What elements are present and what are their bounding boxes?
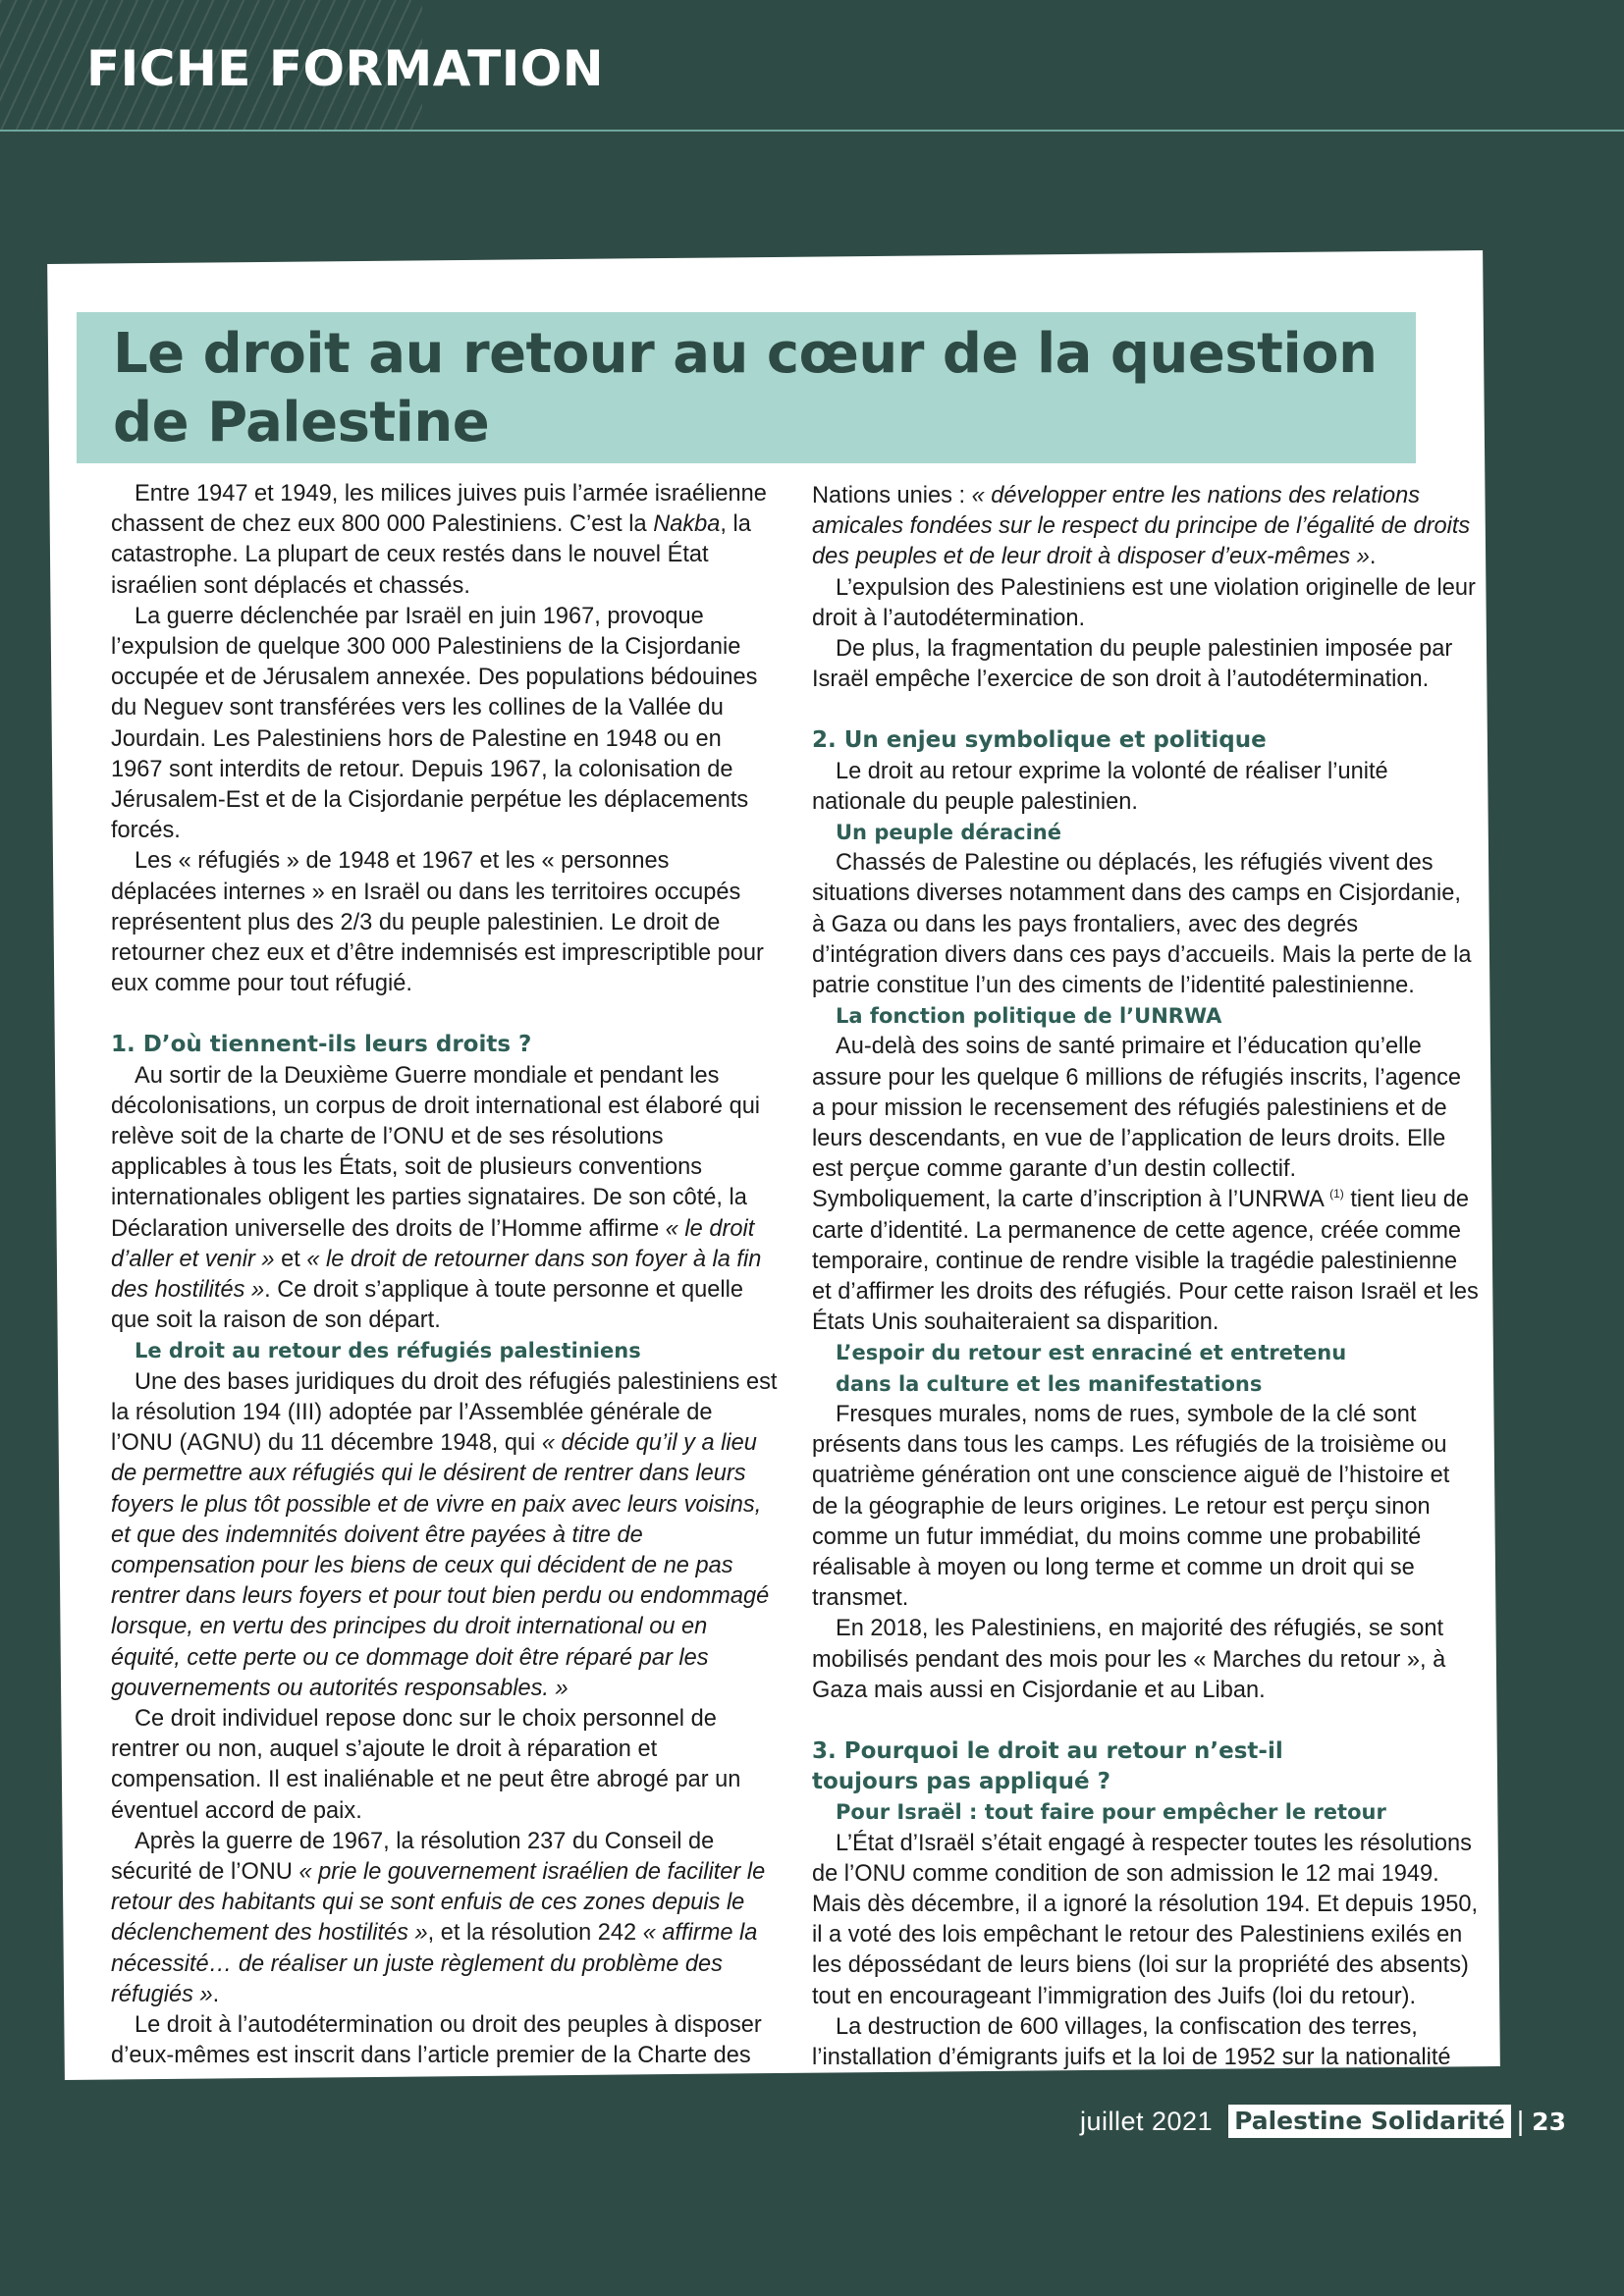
footer-separator: |	[1516, 2106, 1525, 2136]
issue-date: juillet 2021	[1080, 2106, 1214, 2136]
body-paragraph: De plus, la fragmentation du peuple palestinien imposée par Israël empêche l’exercice de son droit à l’autodétermination.	[812, 636, 1453, 693]
body-paragraph: L’expulsion des Palestiniens est une violation originelle de leur droit à l’autodétermination.	[812, 574, 1476, 631]
subsection-heading: L’espoir du retour est enraciné et entretenu dans la culture et les manifestations	[836, 1341, 1347, 1396]
body-paragraph: Au sortir de la Deuxième Guerre mondiale et pendant les décolonisations, un corpus de droit international est élaboré qui relève soit de la charte de l’ONU et de ses résolutions applicables à tous les États, soit de plusieurs conventions internationales obligent les parties signataires. De son côté, la Déclaration universelle des droits de l’Homme affirme « le droit d’aller et venir » et « le droit de retourner dans son foyer à la fin des hostilités ». Ce droit s’applique à toute personne et quelle que soit la raison de son départ.	[111, 1062, 762, 1334]
body-paragraph: Les « réfugiés » de 1948 et 1967 et les « personnes déplacées internes » en Israël ou dans les territoires occupés représentent plus des 2/3 du peuple palestinien. Le droit de retourner chez eux et d’être indemnisés est imprescriptible pour eux comme pour tout réfugié.	[111, 848, 764, 997]
article-column-right	[812, 481, 1480, 2073]
paragraph-spacer	[111, 999, 779, 1030]
subsection-heading: Pour Israël : tout faire pour empêcher le retour	[836, 1800, 1386, 1825]
paragraph-spacer	[812, 695, 1480, 725]
body-paragraph: Au-delà des soins de santé primaire et l’éducation qu’elle assure pour les quelque 6 millions de réfugiés inscrits, l’agence a pour mission le recensement des réfugiés palestiniens et de leurs descendants, en vue de l’application de leurs droits. Elle est perçue comme garante d’un destin collectif. Symboliquement, la carte d’inscription à l’UNRWA $^{(1)}$ tient lieu de carte d’identité. La permanence de cette agence, créée comme temporaire, continue de rendre visible la tragédie palestinienne et d’affirmer les droits des réfugiés. Pour cette raison Israël et les États Unis souhaiteraient sa disparition.	[812, 1034, 1479, 1336]
section-heading: 1. D’où tiennent-ils leurs droits ?	[111, 1032, 532, 1058]
body-paragraph: Après la guerre de 1967, la résolution 237 du Conseil de sécurité de l’ONU « prie le gouvernement israélien de faciliter le retour des habitants qui se sont enfuis de ces zones depuis le déclenchement des hostilités », et la résolution 242 « affirme la nécessité… de réaliser un juste règlement du problème des réfugiés ».	[111, 1828, 766, 2007]
article-title: Le droit au retour au cœur de la question de Palestine	[113, 322, 1378, 454]
body-paragraph: Chassés de Palestine ou déplacés, les réfugiés vivent des situations diverses notamment dans des camps en Cisjordanie, à Gaza ou dans les pays frontaliers, avec des degrés d’intégration divers dans ces pays d’accueils. Mais la perte de la patrie constitue l’un des ciments de l’identité palestinienne.	[812, 850, 1472, 999]
page-number: 23	[1532, 2107, 1566, 2136]
paragraph-spacer	[812, 1706, 1480, 1736]
subsection-heading: La fonction politique de l’UNRWA	[836, 1004, 1222, 1029]
body-paragraph: Une des bases juridiques du droit des réfugiés palestiniens est la résolution 194 (III) adoptée par l’Assemblée générale de l’ONU (AGNU) du 11 décembre 1948, qui « décide qu’il y a lieu de permettre aux réfugiés qui le désirent de rentrer dans leurs foyers le plus tôt possible et de vivre en paix avec leurs voisins, et que des indemnités doivent être payées à titre de compensation pour les biens de ceux qui décident de ne pas rentrer dans leurs foyers et pour tout bien perdu ou endommagé lorsque, en vertu des principes du droit international ou en équité, cette perte ou ce dommage doit être réparé par les gouvernements ou autorités responsables. »	[111, 1368, 778, 1701]
body-paragraph: Nations unies : « développer entre les nations des relations amicales fondées sur le respect du principe de l’égalité de droits des peuples et de leur droit à disposer d’eux-mêmes ».	[812, 483, 1471, 570]
body-paragraph: L’État d’Israël s’était engagé à respecter toutes les résolutions de l’ONU comme condition de son admission le 12 mai 1949. Mais dès décembre, il a ignoré la résolution 194. Et depuis 1950, il a voté des lois empêchant le retour des Palestiniens exilés en les dépossédant de leurs biens (loi sur la propriété des absents) tout en encourageant l’immigration des Juifs (loi du retour).	[812, 1830, 1479, 2009]
section-heading: 3. Pourquoi le droit au retour n’est-il toujours pas appliqué ?	[812, 1737, 1283, 1795]
body-paragraph: En 2018, les Palestiniens, en majorité des réfugiés, se sont mobilisés pendant des mois pour les « Marches du retour », à Gaza mais aussi en Cisjordanie et au Liban.	[812, 1616, 1446, 1703]
body-paragraph: Le droit au retour exprime la volonté de réaliser l’unité nationale du peuple palestinien.	[812, 758, 1388, 815]
subsection-heading: Le droit au retour des réfugiés palestiniens	[135, 1339, 641, 1363]
article-column-left	[111, 479, 779, 2071]
body-paragraph: Le droit à l’autodétermination ou droit des peuples à disposer d’eux-mêmes est inscrit dans l’article premier de la Charte des	[111, 2011, 762, 2069]
section-label: FICHE FORMATION	[86, 40, 605, 97]
body-paragraph: La guerre déclenchée par Israël en juin 1967, provoque l’expulsion de quelque 300 000 Palestiniens de la Cisjordanie occupée et de Jérusalem annexée. Des populations bédouines du Neguev sont transférées vers les collines de la Vallée du Jourdain. Les Palestiniens hors de Palestine en 1948 ou en 1967 sont interdits de retour. Depuis 1967, la colonisation de Jérusalem-Est et de la Cisjordanie perpétue les déplacements forcés.	[111, 603, 758, 844]
section-heading: 2. Un enjeu symbolique et politique	[812, 727, 1267, 754]
subsection-heading: Un peuple déraciné	[836, 821, 1061, 845]
section-header-bar	[0, 0, 1624, 132]
page-footer	[1080, 2102, 1566, 2141]
body-paragraph: La destruction de 600 villages, la confiscation des terres, l’installation d’émigrants juifs et la loi de 1952 sur la nationalité	[812, 2013, 1451, 2070]
magazine-name: Palestine Solidarité	[1228, 2105, 1511, 2138]
body-paragraph: Fresques murales, noms de rues, symbole de la clé sont présents dans tous les camps. Les réfugiés de la troisième ou quatrième génération ont une conscience aiguë de l’histoire et de la géographie de leurs origines. Le retour est perçu sinon comme un futur immédiat, du moins comme une probabilité réalisable à moyen ou long terme et comme un droit qui se transmet.	[812, 1401, 1450, 1612]
body-paragraph: Ce droit individuel repose donc sur le choix personnel de rentrer ou non, auquel s’ajoute le droit à réparation et compensation. Il est inaliénable et ne peut être abrogé par un éventuel accord de paix.	[111, 1705, 741, 1824]
body-paragraph: Entre 1947 et 1949, les milices juives puis l’armée israélienne chassent de chez eux 800 000 Palestiniens. C’est la Nakba, la catastrophe. La plupart de ceux restés dans le nouvel État israélien sont déplacés et chassés.	[111, 481, 767, 599]
